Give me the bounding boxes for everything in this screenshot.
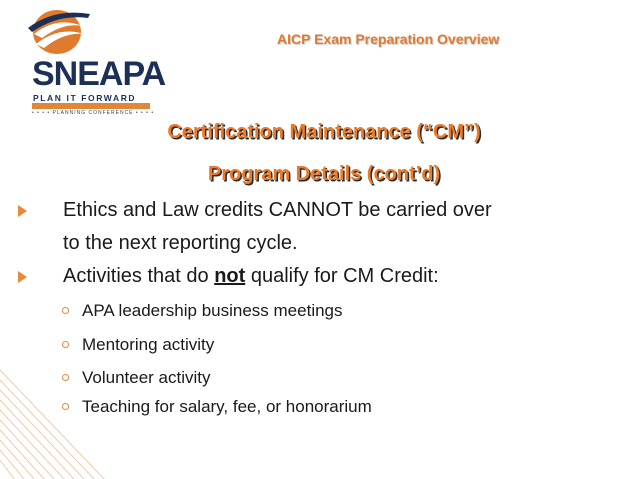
logo-subline: • • • • PLANNING CONFERENCE • • • •: [32, 110, 155, 116]
logo-sne: SNE: [32, 55, 99, 93]
ring-bullet-icon: [62, 341, 69, 348]
slide-heading-line1: Certification Maintenance (“CM”): [167, 121, 481, 143]
logo-tagline: PLAN IT FORWARD: [33, 93, 137, 103]
triangle-bullet-icon: [18, 271, 27, 283]
header-title: AICP Exam Preparation Overview: [277, 31, 500, 47]
logo-apa: APA: [98, 55, 166, 93]
bullet-text: Ethics and Law credits CANNOT be carried over: [63, 199, 492, 221]
logo-wordmark: [32, 57, 165, 91]
bullet-text-post: qualify for CM Credit:: [245, 265, 439, 287]
sneapa-logo: [14, 4, 166, 116]
sub-bullet-text: Mentoring activity: [82, 335, 215, 354]
sub-bullet-text: Volunteer activity: [82, 368, 211, 387]
globe-icon: [24, 4, 94, 59]
logo-band: [32, 103, 150, 109]
slide-heading-line2: Program Details (cont’d): [207, 163, 441, 185]
bullet-text: [63, 260, 439, 293]
sub-bullet-text: APA leadership business meetings: [82, 301, 343, 320]
bullet-text-pre: Activities that do: [63, 265, 215, 287]
triangle-bullet-icon: [18, 205, 27, 217]
bullet-text-emphasis: not: [214, 265, 246, 287]
ring-bullet-icon: [62, 374, 69, 381]
ring-bullet-icon: [62, 307, 69, 314]
bullet-text: to the next reporting cycle.: [63, 232, 298, 254]
ring-bullet-icon: [62, 403, 69, 410]
sub-bullet-text: Teaching for salary, fee, or honorarium: [82, 397, 372, 416]
